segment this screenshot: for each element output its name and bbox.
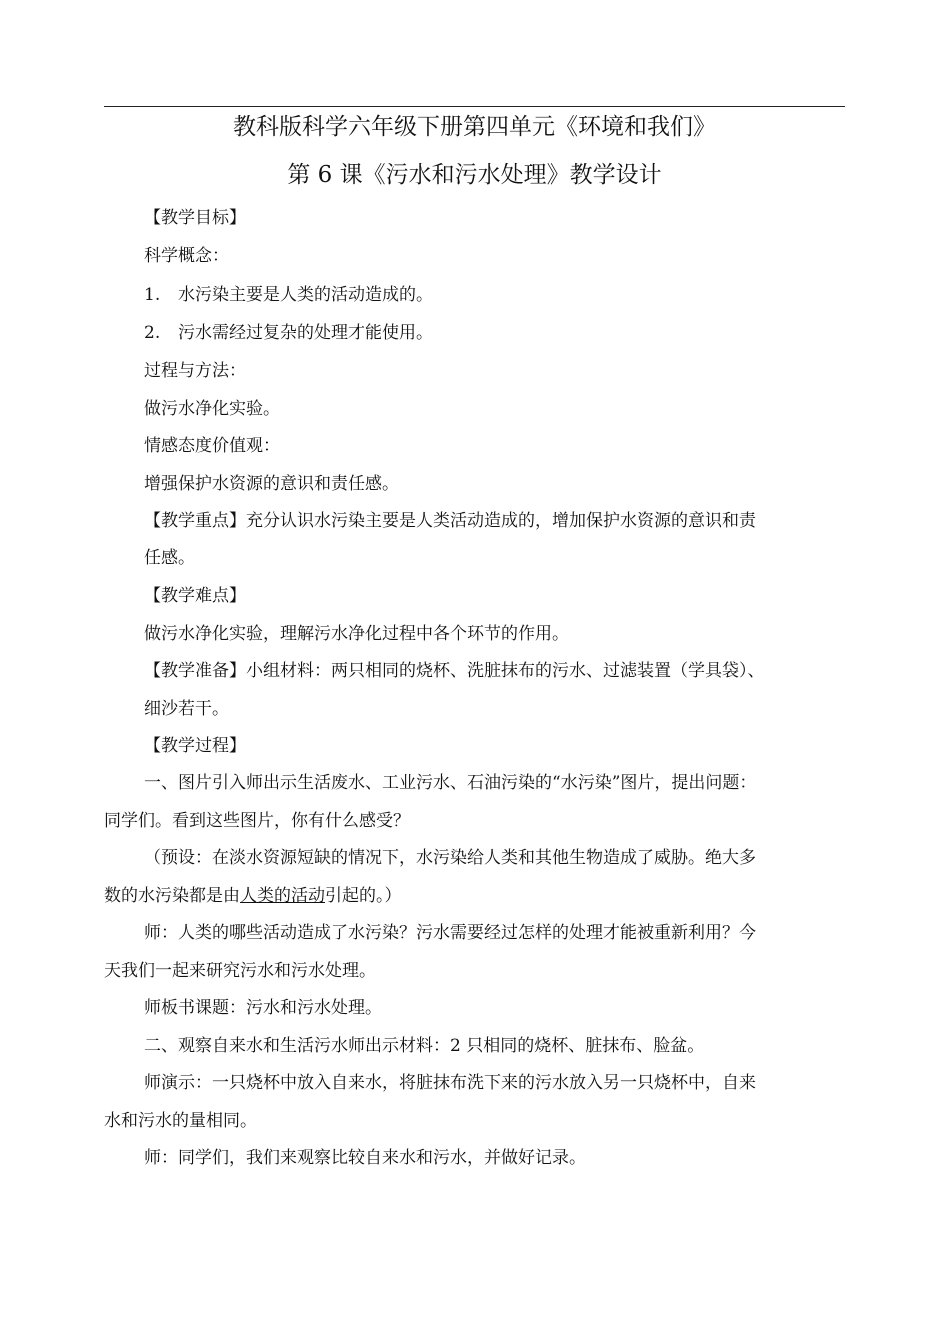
- attitude-label: 情感态度价值观：: [144, 436, 280, 456]
- key-point-heading: 【教学重点】: [144, 511, 246, 531]
- process-paragraph: 二、观察自来水和生活污水师出示材料：2 只相同的烧杯、脏抹布、脸盆。: [144, 1036, 705, 1056]
- process-paragraph-cont: [104, 884, 402, 908]
- process-paragraph: 师演示：一只烧杯中放入自来水，将脏抹布洗下来的污水放入另一只烧杯中，自来: [144, 1073, 756, 1093]
- header-rule: [104, 106, 845, 107]
- item-number: 2.: [144, 323, 161, 343]
- difficulty-text: 做污水净化实验，理解污水净化过程中各个环节的作用。: [144, 624, 569, 644]
- concept-item: [144, 283, 433, 307]
- process-paragraph-cont: 同学们。看到这些图片，你有什么感受？: [104, 811, 410, 831]
- concept-label: 科学概念：: [144, 246, 229, 266]
- preparation-heading: 【教学准备】: [144, 661, 246, 681]
- attitude-text: 增强保护水资源的意识和责任感。: [144, 474, 399, 494]
- goals-heading: 【教学目标】: [144, 208, 246, 228]
- process-paragraph: （预设：在淡水资源短缺的情况下，水污染给人类和其他生物造成了威胁。绝大多: [144, 848, 756, 868]
- key-point-text-cont: 任感。: [144, 548, 195, 568]
- process-heading: 【教学过程】: [144, 736, 246, 756]
- preparation-paragraph: [144, 659, 765, 683]
- process-paragraph-cont: 天我们一起来研究污水和污水处理。: [104, 961, 376, 981]
- text-span: 引起的。）: [325, 886, 402, 906]
- document-title: 教科版科学六年级下册第四单元《环境和我们》: [233, 114, 716, 140]
- method-label: 过程与方法：: [144, 361, 246, 381]
- text-span: 数的水污染都是由: [104, 886, 240, 906]
- lesson-title: 第 6 课《污水和污水处理》教学设计: [287, 162, 662, 188]
- key-point-text: 充分认识水污染主要是人类活动造成的，增加保护水资源的意识和责: [246, 511, 756, 531]
- process-paragraph: 师：同学们，我们来观察比较自来水和污水，并做好记录。: [144, 1148, 586, 1168]
- process-paragraph-cont: 水和污水的量相同。: [104, 1111, 257, 1131]
- key-point-paragraph: [144, 509, 756, 533]
- method-text: 做污水净化实验。: [144, 399, 280, 419]
- preparation-text-cont: 细沙若干。: [144, 699, 229, 719]
- item-text: 污水需经过复杂的处理才能使用。: [178, 323, 433, 343]
- item-number: 1.: [144, 285, 161, 305]
- difficulty-heading: 【教学难点】: [144, 586, 246, 606]
- underlined-text: 人类的活动: [240, 886, 325, 906]
- process-paragraph: 师板书课题：污水和污水处理。: [144, 998, 382, 1018]
- preparation-text: 小组材料：两只相同的烧杯、洗脏抹布的污水、过滤装置（学具袋）、: [246, 661, 765, 681]
- concept-item: [144, 321, 433, 345]
- process-paragraph: 一、图片引入师出示生活废水、工业污水、石油污染的“水污染”图片，提出问题：: [144, 773, 757, 793]
- item-text: 水污染主要是人类的活动造成的。: [178, 285, 433, 305]
- process-paragraph: 师：人类的哪些活动造成了水污染？污水需要经过怎样的处理才能被重新利用？今: [144, 923, 756, 943]
